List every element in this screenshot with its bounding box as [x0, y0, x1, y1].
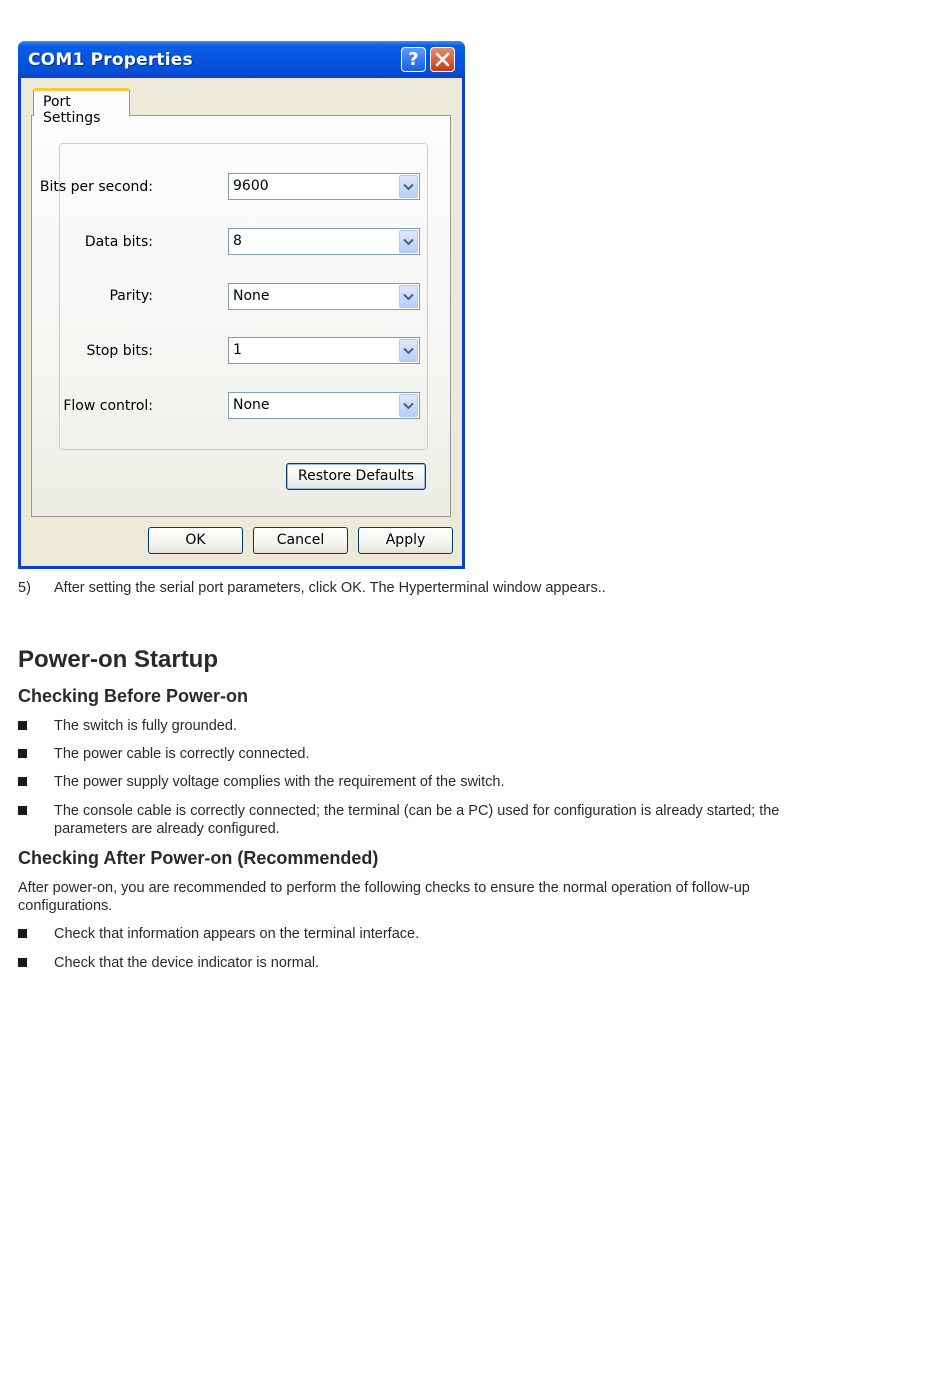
parity-value: None: [233, 288, 270, 304]
section-title: Power-on Startup: [18, 646, 219, 673]
tab-port-settings[interactable]: Port Settings: [33, 88, 130, 116]
bits-per-second-select[interactable]: [228, 173, 420, 200]
before-power-on-heading: Checking Before Power-on: [18, 686, 249, 706]
close-button[interactable]: [430, 47, 455, 72]
flow-control-value: None: [233, 397, 270, 413]
cancel-button[interactable]: Cancel: [253, 527, 348, 554]
ok-button[interactable]: OK: [148, 527, 243, 554]
bits-per-second-value: 9600: [233, 178, 269, 194]
bullet-square-icon: [18, 929, 27, 938]
dialog-title: COM1 Properties: [28, 50, 193, 70]
chevron-down-icon: [403, 347, 414, 355]
dropdown-arrow-button[interactable]: [399, 230, 418, 253]
list-item-text: The switch is fully grounded.: [54, 718, 237, 734]
bullet-square-icon: [18, 806, 27, 815]
parity-select[interactable]: [228, 283, 420, 310]
bullet-square-icon: [18, 958, 27, 967]
flow-control-label: Flow control:: [63, 398, 153, 414]
port-settings-panel: [31, 115, 451, 517]
com1-properties-dialog: [18, 41, 465, 569]
list-item-text: Check that the device indicator is normal.: [54, 955, 320, 971]
bullet-square-icon: [18, 749, 27, 758]
chevron-down-icon: [403, 293, 414, 301]
bits-per-second-label: Bits per second:: [39, 179, 153, 195]
step-text: After setting the serial port parameters, click OK. The Hyperterminal window appears..: [54, 580, 606, 596]
list-item-text: Check that information appears on the terminal interface.: [54, 926, 420, 942]
list-item-text: The power supply voltage complies with the requirement of the switch.: [54, 774, 505, 790]
dropdown-arrow-button[interactable]: [399, 339, 418, 362]
data-bits-value: 8: [233, 233, 242, 249]
restore-defaults-button[interactable]: Restore Defaults: [286, 463, 426, 490]
flow-control-select[interactable]: [228, 392, 420, 419]
stop-bits-label: Stop bits:: [86, 343, 153, 359]
help-button[interactable]: [401, 47, 426, 72]
bullet-square-icon: [18, 777, 27, 786]
dropdown-arrow-button[interactable]: [399, 394, 418, 417]
stop-bits-value: 1: [233, 342, 242, 358]
bullet-square-icon: [18, 721, 27, 730]
title-bar: [18, 41, 465, 78]
dropdown-arrow-button[interactable]: [399, 285, 418, 308]
after-power-on-intro: After power-on, you are recommended to perform the following checks to ensure the normal operation of follow-up configurations.: [18, 880, 750, 914]
list-item-text: The power cable is correctly connected.: [54, 746, 310, 762]
data-bits-select[interactable]: [228, 228, 420, 255]
settings-group: [39, 143, 428, 450]
chevron-down-icon: [403, 402, 414, 410]
close-icon: [435, 52, 450, 67]
list-item-text: The console cable is correctly connected; the terminal (can be a PC) used for configuration is already started; the parameters are already configured.: [54, 803, 780, 837]
dropdown-arrow-button[interactable]: [399, 175, 418, 198]
help-icon: ?: [408, 49, 419, 70]
apply-button[interactable]: Apply: [358, 527, 453, 554]
stop-bits-select[interactable]: [228, 337, 420, 364]
data-bits-label: Data bits:: [84, 234, 153, 250]
after-power-on-heading: Checking After Power-on (Recommended): [18, 848, 379, 868]
chevron-down-icon: [403, 238, 414, 246]
step-number: 5): [18, 580, 31, 596]
chevron-down-icon: [403, 183, 414, 191]
parity-label: Parity:: [109, 288, 153, 304]
